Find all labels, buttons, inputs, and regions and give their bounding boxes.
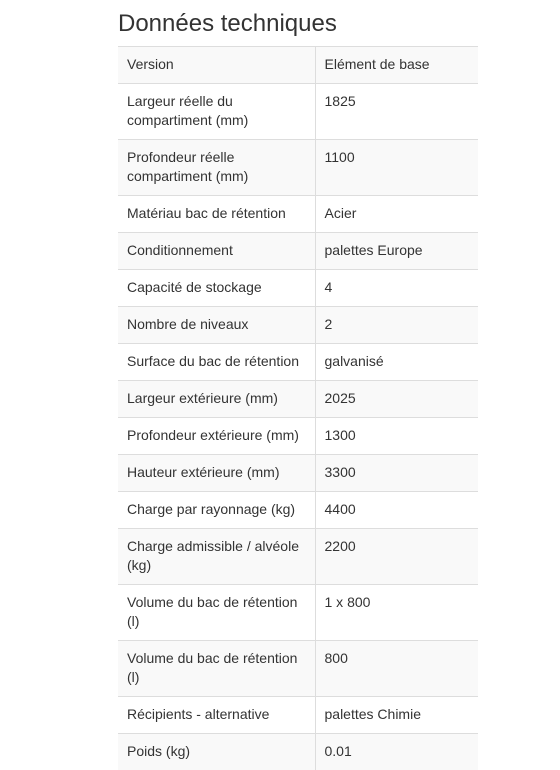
spec-value: 4: [315, 270, 478, 307]
table-row: [118, 196, 478, 233]
spec-value: 1300: [315, 418, 478, 455]
section-title: Données techniques: [118, 0, 478, 46]
spec-label: Capacité de stockage: [118, 270, 315, 307]
table-row: [118, 529, 478, 585]
table-row: [118, 84, 478, 140]
spec-value: 800: [315, 641, 478, 697]
spec-label: Largeur extérieure (mm): [118, 381, 315, 418]
spec-value: 2: [315, 307, 478, 344]
spec-label: Surface du bac de rétention: [118, 344, 315, 381]
table-row: [118, 734, 478, 770]
spec-value: 1825: [315, 84, 478, 140]
spec-label: Profondeur extérieure (mm): [118, 418, 315, 455]
spec-value: 1 x 800: [315, 585, 478, 641]
spec-label: Charge admissible / alvéole (kg): [118, 529, 315, 585]
spec-label: Charge par rayonnage (kg): [118, 492, 315, 529]
spec-value: palettes Europe: [315, 233, 478, 270]
spec-value: 3300: [315, 455, 478, 492]
spec-value: Acier: [315, 196, 478, 233]
specs-table: [118, 46, 478, 770]
spec-label: Poids (kg): [118, 734, 315, 770]
table-row: [118, 307, 478, 344]
table-row: [118, 455, 478, 492]
spec-label: Version: [118, 47, 315, 84]
technical-data-section: [118, 0, 478, 770]
table-row: [118, 585, 478, 641]
table-row: [118, 492, 478, 529]
table-row: [118, 47, 478, 84]
specs-table-body: [118, 47, 478, 770]
spec-value: galvanisé: [315, 344, 478, 381]
table-row: [118, 418, 478, 455]
spec-label: Matériau bac de rétention: [118, 196, 315, 233]
spec-label: Nombre de niveaux: [118, 307, 315, 344]
table-row: [118, 641, 478, 697]
table-row: [118, 140, 478, 196]
table-row: [118, 697, 478, 734]
spec-label: Récipients - alternative: [118, 697, 315, 734]
spec-label: Volume du bac de rétention (l): [118, 585, 315, 641]
spec-label: Conditionnement: [118, 233, 315, 270]
spec-label: Hauteur extérieure (mm): [118, 455, 315, 492]
table-row: [118, 381, 478, 418]
spec-value: 2025: [315, 381, 478, 418]
spec-value: Elément de base: [315, 47, 478, 84]
spec-label: Profondeur réelle compartiment (mm): [118, 140, 315, 196]
spec-label: Volume du bac de rétention (l): [118, 641, 315, 697]
table-row: [118, 344, 478, 381]
spec-label: Largeur réelle du compartiment (mm): [118, 84, 315, 140]
spec-value: 4400: [315, 492, 478, 529]
spec-value: 2200: [315, 529, 478, 585]
table-row: [118, 233, 478, 270]
table-row: [118, 270, 478, 307]
spec-value: palettes Chimie: [315, 697, 478, 734]
spec-value: 0.01: [315, 734, 478, 770]
spec-value: 1100: [315, 140, 478, 196]
